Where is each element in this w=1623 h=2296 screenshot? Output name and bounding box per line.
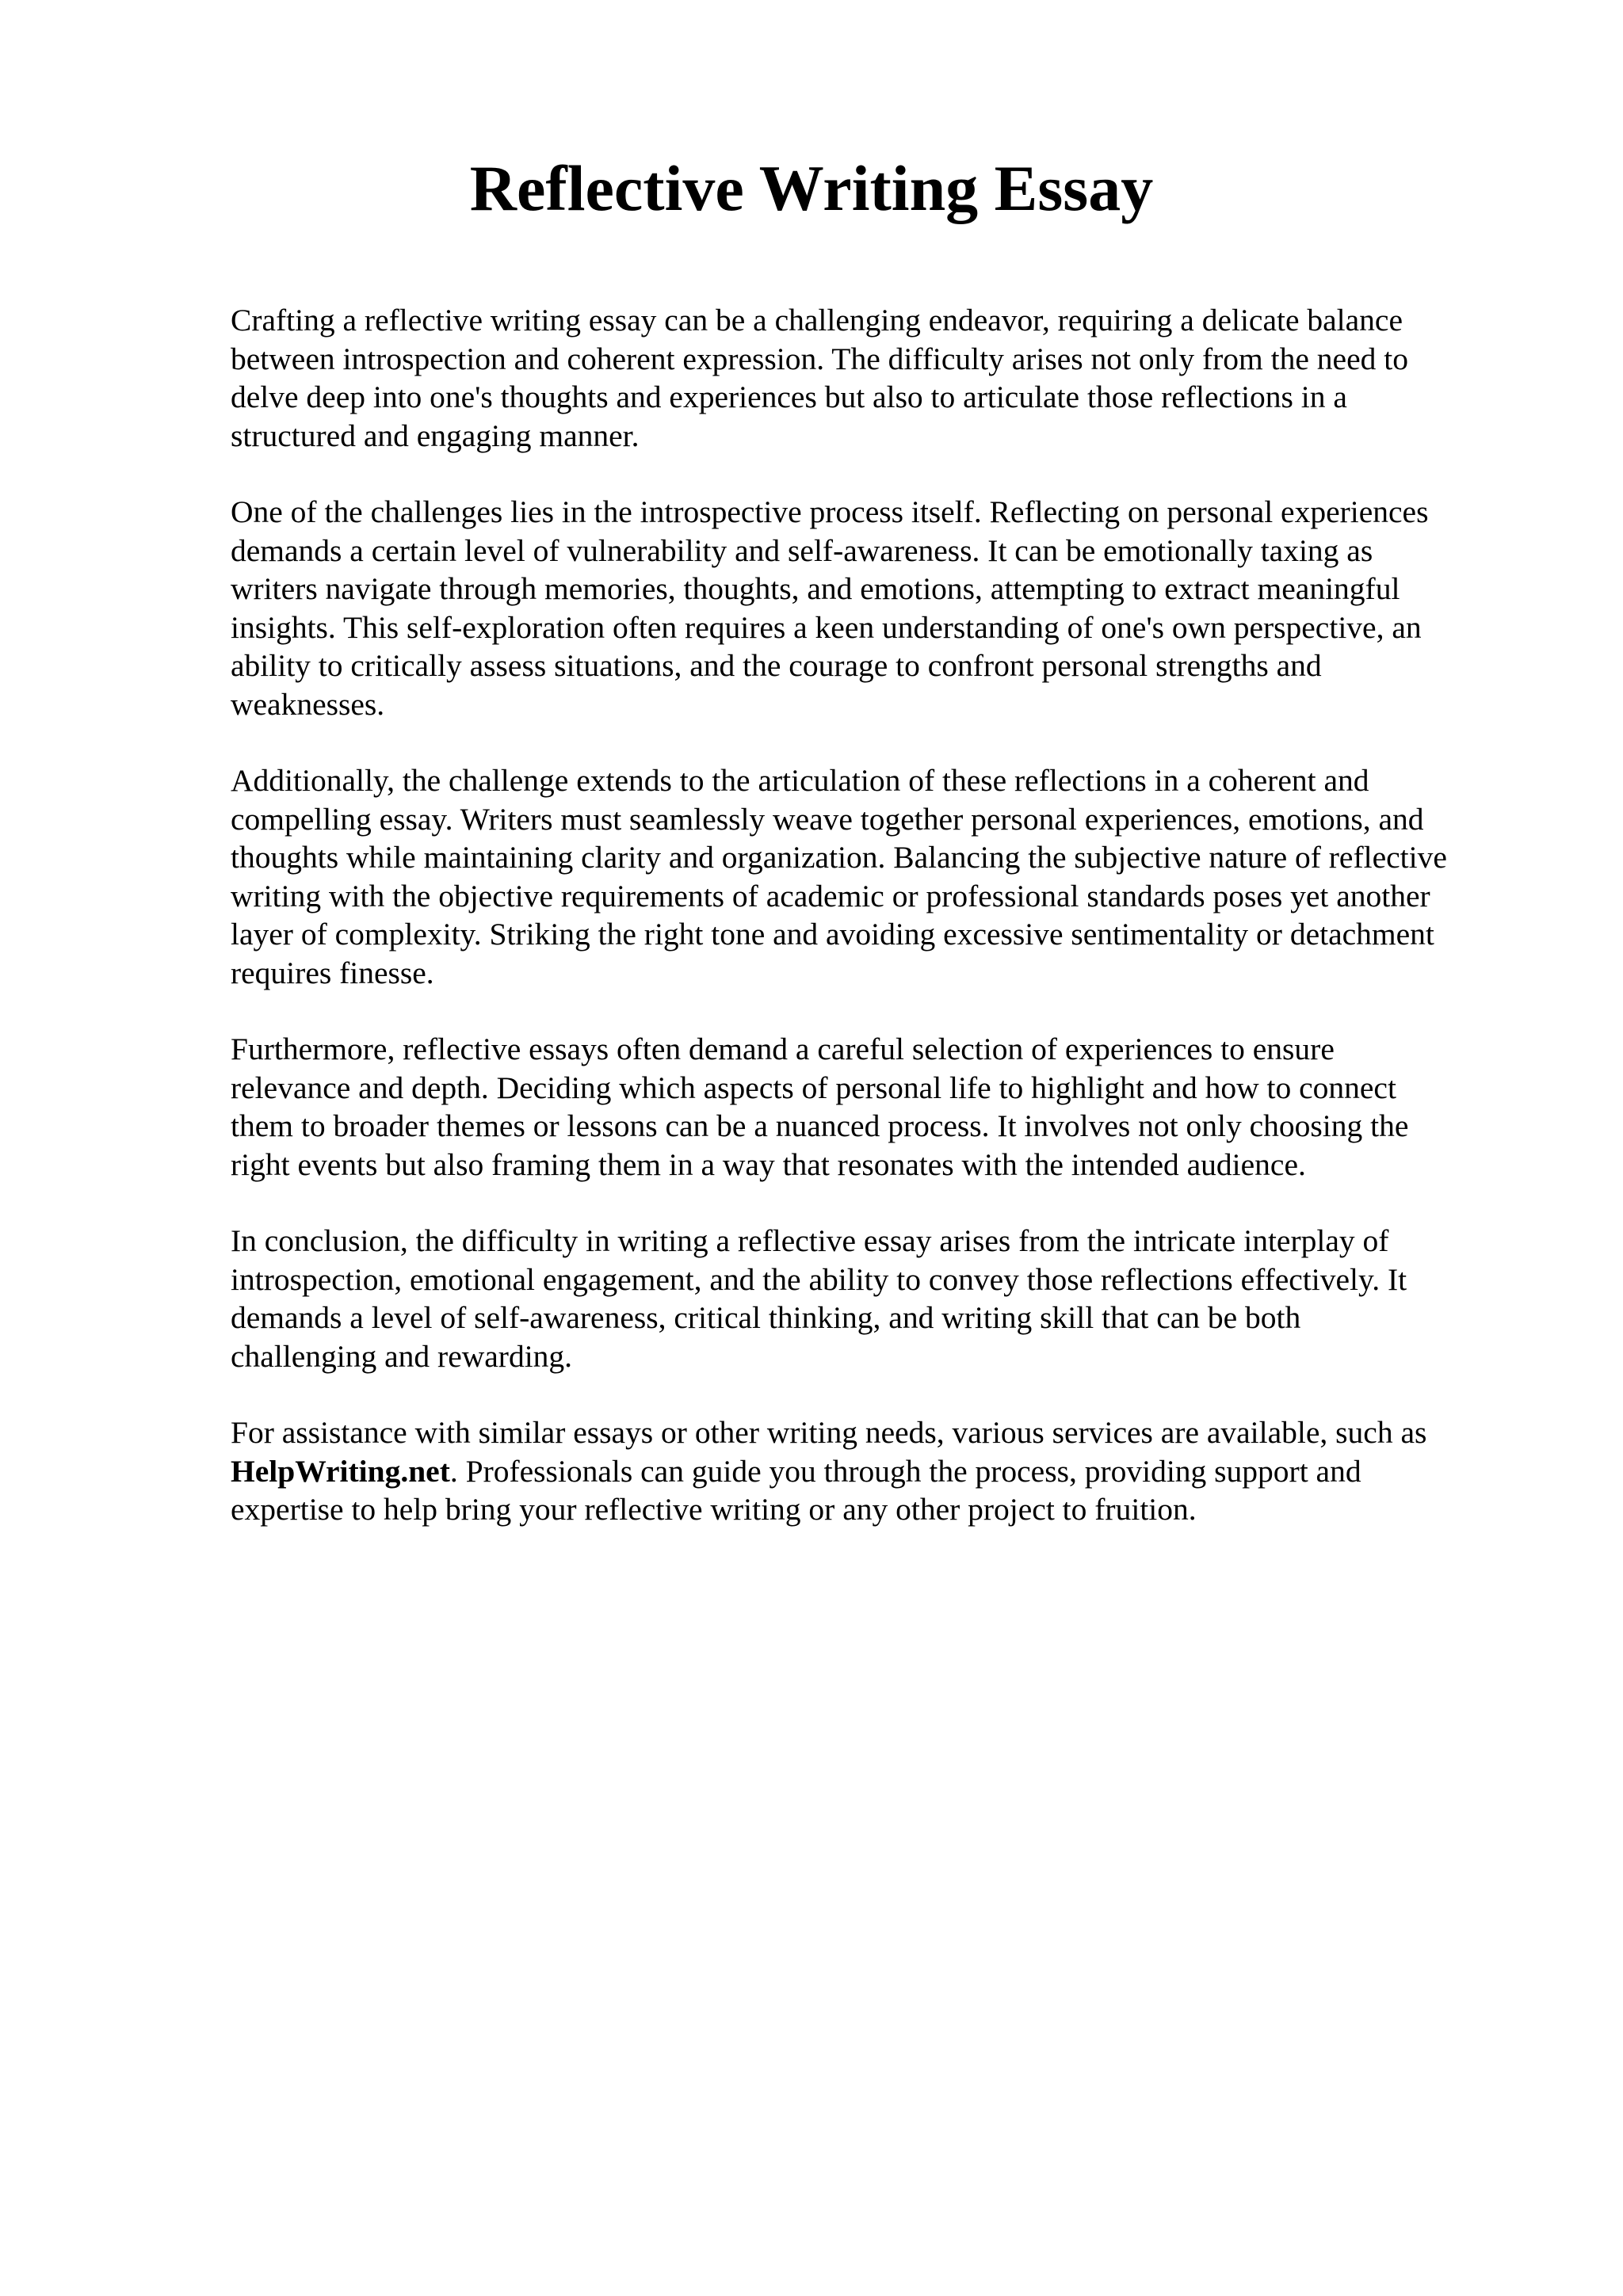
text-line: relevance and depth. Deciding which aspects of personal life to highlight and how to connect — [231, 1070, 1396, 1105]
text-line: demands a certain level of vulnerability and self-awareness. It can be emotionally taxing as — [231, 532, 1373, 568]
brand-name: HelpWriting.net — [231, 1453, 450, 1489]
text-line: compelling essay. Writers must seamlessly weave together personal experiences, emotions, and — [231, 801, 1424, 837]
text-segment: . Professionals can guide you through the process, providing support and — [449, 1453, 1361, 1489]
text-line: writing with the objective requirements of academic or professional standards poses yet another — [231, 878, 1430, 913]
text-line: Furthermore, reflective essays often demand a careful selection of experiences to ensure — [231, 1032, 1335, 1066]
paragraph-4 — [231, 1030, 1530, 1184]
text-line: thoughts while maintaining clarity and organization. Balancing the subjective nature of reflective — [231, 840, 1447, 875]
text-line: right events but also framing them in a way that resonates with the intended audience. — [231, 1146, 1306, 1182]
text-line: weaknesses. — [231, 686, 385, 722]
text-line: between introspection and coherent expression. The difficulty arises not only from the need to — [231, 341, 1408, 376]
text-line: requires finesse. — [231, 955, 434, 990]
text-line: introspection, emotional engagement, and the ability to convey those reflections effectively. It — [231, 1261, 1407, 1297]
paragraph-3 — [231, 761, 1530, 992]
closing-paragraph — [231, 1413, 1530, 1529]
text-line: In conclusion, the difficulty in writing a reflective essay arises from the intricate interplay of — [231, 1223, 1389, 1258]
page-title: Reflective Writing Essay — [469, 152, 1154, 224]
text-line: ability to critically assess situations, and the courage to confront personal strengths and — [231, 648, 1322, 683]
text-line: structured and engaging manner. — [231, 418, 640, 453]
paragraph-1 — [231, 301, 1530, 455]
text-line: For assistance with similar essays or other writing needs, various services are available, such as — [231, 1415, 1427, 1450]
paragraph-2 — [231, 493, 1530, 723]
text-line: insights. This self-exploration often requires a keen understanding of one's own perspective, an — [231, 609, 1422, 645]
text-line: them to broader themes or lessons can be a nuanced process. It involves not only choosing the — [231, 1108, 1409, 1143]
text-line: Crafting a reflective writing essay can be a challenging endeavor, requiring a delicate balance — [231, 303, 1403, 338]
text-line: writers navigate through memories, thoughts, and emotions, attempting to extract meaningful — [231, 571, 1400, 606]
essay-body — [231, 301, 1530, 1567]
paragraph-5 — [231, 1222, 1530, 1375]
text-line: layer of complexity. Striking the right tone and avoiding excessive sentimentality or detachment — [231, 917, 1434, 952]
text-line: expertise to help bring your reflective writing or any other project to fruition. — [231, 1492, 1197, 1527]
text-line: delve deep into one's thoughts and experiences but also to articulate those reflections in a — [231, 379, 1347, 414]
text-line: One of the challenges lies in the introspective process itself. Reflecting on personal experiences — [231, 494, 1429, 529]
text-line — [231, 1452, 1530, 1491]
text-line: Additionally, the challenge extends to the articulation of these reflections in a coherent and — [231, 763, 1369, 798]
text-line: demands a level of self-awareness, critical thinking, and writing skill that can be both — [231, 1300, 1301, 1335]
text-line: challenging and rewarding. — [231, 1338, 573, 1374]
